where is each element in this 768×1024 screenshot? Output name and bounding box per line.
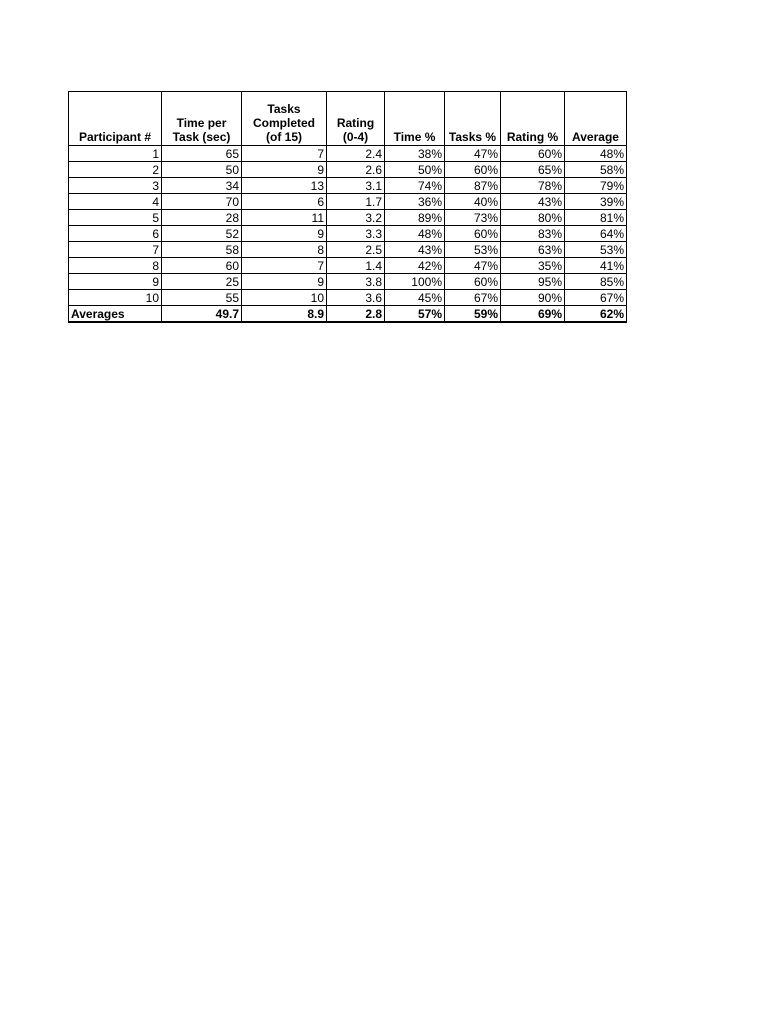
cell-tasks-completed: 11	[242, 210, 327, 226]
cell-average: 53%	[565, 242, 627, 258]
cell-time-pct: 38%	[385, 146, 445, 162]
column-header-average	[565, 92, 627, 146]
cell-rating: 2.4	[327, 146, 385, 162]
cell-average: 81%	[565, 210, 627, 226]
cell-rating: 3.3	[327, 226, 385, 242]
cell-time-per-task: 52	[162, 226, 242, 242]
column-header-line: (0-4)	[342, 130, 369, 144]
column-header-time-pct	[385, 92, 445, 146]
cell-rating: 2.6	[327, 162, 385, 178]
cell-average: 64%	[565, 226, 627, 242]
table-row	[69, 242, 627, 258]
cell-time-pct: 74%	[385, 178, 445, 194]
column-header-line: Tasks %	[448, 130, 497, 144]
column-header-tasks-completed	[242, 92, 327, 146]
cell-tasks-completed: 7	[242, 258, 327, 274]
cell-tasks-completed: 9	[242, 274, 327, 290]
table-body	[69, 146, 627, 323]
cell-participant: 8	[69, 258, 162, 274]
cell-tasks-pct: 60%	[445, 226, 501, 242]
column-header-line: Task (sec)	[172, 130, 231, 144]
average-tasks-completed: 8.9	[242, 306, 327, 323]
average-rating-pct: 69%	[501, 306, 565, 323]
cell-participant: 5	[69, 210, 162, 226]
cell-rating-pct: 43%	[501, 194, 565, 210]
cell-rating: 3.8	[327, 274, 385, 290]
average-average: 62%	[565, 306, 627, 323]
cell-participant: 10	[69, 290, 162, 306]
cell-participant: 7	[69, 242, 162, 258]
cell-rating: 3.1	[327, 178, 385, 194]
table-row	[69, 162, 627, 178]
cell-time-per-task: 65	[162, 146, 242, 162]
cell-tasks-completed: 6	[242, 194, 327, 210]
cell-time-per-task: 34	[162, 178, 242, 194]
cell-tasks-pct: 87%	[445, 178, 501, 194]
table-row	[69, 194, 627, 210]
column-header-line: Rating	[336, 116, 375, 130]
cell-rating-pct: 78%	[501, 178, 565, 194]
cell-rating-pct: 80%	[501, 210, 565, 226]
cell-tasks-pct: 40%	[445, 194, 501, 210]
cell-time-per-task: 58	[162, 242, 242, 258]
table-row	[69, 226, 627, 242]
cell-time-pct: 42%	[385, 258, 445, 274]
column-header-time-per-task	[162, 92, 242, 146]
cell-average: 39%	[565, 194, 627, 210]
column-header-line: Time %	[393, 130, 436, 144]
cell-tasks-completed: 8	[242, 242, 327, 258]
cell-participant: 1	[69, 146, 162, 162]
cell-tasks-completed: 9	[242, 162, 327, 178]
cell-tasks-completed: 10	[242, 290, 327, 306]
cell-time-per-task: 50	[162, 162, 242, 178]
cell-rating-pct: 95%	[501, 274, 565, 290]
column-header-line: Tasks	[267, 102, 301, 116]
cell-rating: 3.6	[327, 290, 385, 306]
column-header-participant	[69, 92, 162, 146]
average-time-pct: 57%	[385, 306, 445, 323]
cell-time-pct: 36%	[385, 194, 445, 210]
cell-rating: 2.5	[327, 242, 385, 258]
cell-time-per-task: 25	[162, 274, 242, 290]
cell-participant: 2	[69, 162, 162, 178]
average-tasks-pct: 59%	[445, 306, 501, 323]
average-rating: 2.8	[327, 306, 385, 323]
cell-rating-pct: 83%	[501, 226, 565, 242]
table-row	[69, 258, 627, 274]
average-time-per-task: 49.7	[162, 306, 242, 323]
cell-time-pct: 89%	[385, 210, 445, 226]
cell-rating-pct: 35%	[501, 258, 565, 274]
table-row	[69, 290, 627, 306]
cell-average: 79%	[565, 178, 627, 194]
cell-rating: 3.2	[327, 210, 385, 226]
cell-average: 85%	[565, 274, 627, 290]
table-row	[69, 178, 627, 194]
column-header-line: (of 15)	[266, 130, 302, 144]
cell-time-per-task: 70	[162, 194, 242, 210]
column-header-line: Rating %	[506, 130, 559, 144]
cell-tasks-pct: 60%	[445, 162, 501, 178]
averages-row	[69, 306, 627, 323]
cell-tasks-pct: 53%	[445, 242, 501, 258]
cell-time-pct: 43%	[385, 242, 445, 258]
cell-tasks-pct: 67%	[445, 290, 501, 306]
table-row	[69, 210, 627, 226]
table-row	[69, 146, 627, 162]
cell-tasks-pct: 73%	[445, 210, 501, 226]
column-header-line: Completed	[252, 116, 315, 130]
column-header-rating	[327, 92, 385, 146]
cell-participant: 9	[69, 274, 162, 290]
cell-tasks-completed: 7	[242, 146, 327, 162]
participant-results-table	[68, 91, 627, 323]
cell-rating: 1.7	[327, 194, 385, 210]
cell-rating-pct: 65%	[501, 162, 565, 178]
cell-time-pct: 48%	[385, 226, 445, 242]
column-header-line: Participant #	[78, 130, 152, 144]
cell-time-per-task: 60	[162, 258, 242, 274]
cell-rating: 1.4	[327, 258, 385, 274]
column-header-line: Average	[572, 130, 619, 144]
column-header-tasks-pct	[445, 92, 501, 146]
cell-rating-pct: 63%	[501, 242, 565, 258]
cell-time-pct: 100%	[385, 274, 445, 290]
table-row	[69, 274, 627, 290]
cell-participant: 6	[69, 226, 162, 242]
column-header-line: Time per	[176, 116, 227, 130]
cell-tasks-pct: 47%	[445, 146, 501, 162]
cell-average: 67%	[565, 290, 627, 306]
cell-time-pct: 50%	[385, 162, 445, 178]
cell-rating-pct: 90%	[501, 290, 565, 306]
cell-average: 41%	[565, 258, 627, 274]
cell-average: 58%	[565, 162, 627, 178]
cell-time-per-task: 55	[162, 290, 242, 306]
cell-tasks-completed: 13	[242, 178, 327, 194]
cell-participant: 4	[69, 194, 162, 210]
cell-time-pct: 45%	[385, 290, 445, 306]
header-row	[69, 92, 627, 146]
averages-label: Averages	[69, 306, 162, 323]
cell-rating-pct: 60%	[501, 146, 565, 162]
cell-participant: 3	[69, 178, 162, 194]
cell-tasks-pct: 60%	[445, 274, 501, 290]
cell-tasks-pct: 47%	[445, 258, 501, 274]
column-header-rating-pct	[501, 92, 565, 146]
cell-average: 48%	[565, 146, 627, 162]
cell-time-per-task: 28	[162, 210, 242, 226]
cell-tasks-completed: 9	[242, 226, 327, 242]
